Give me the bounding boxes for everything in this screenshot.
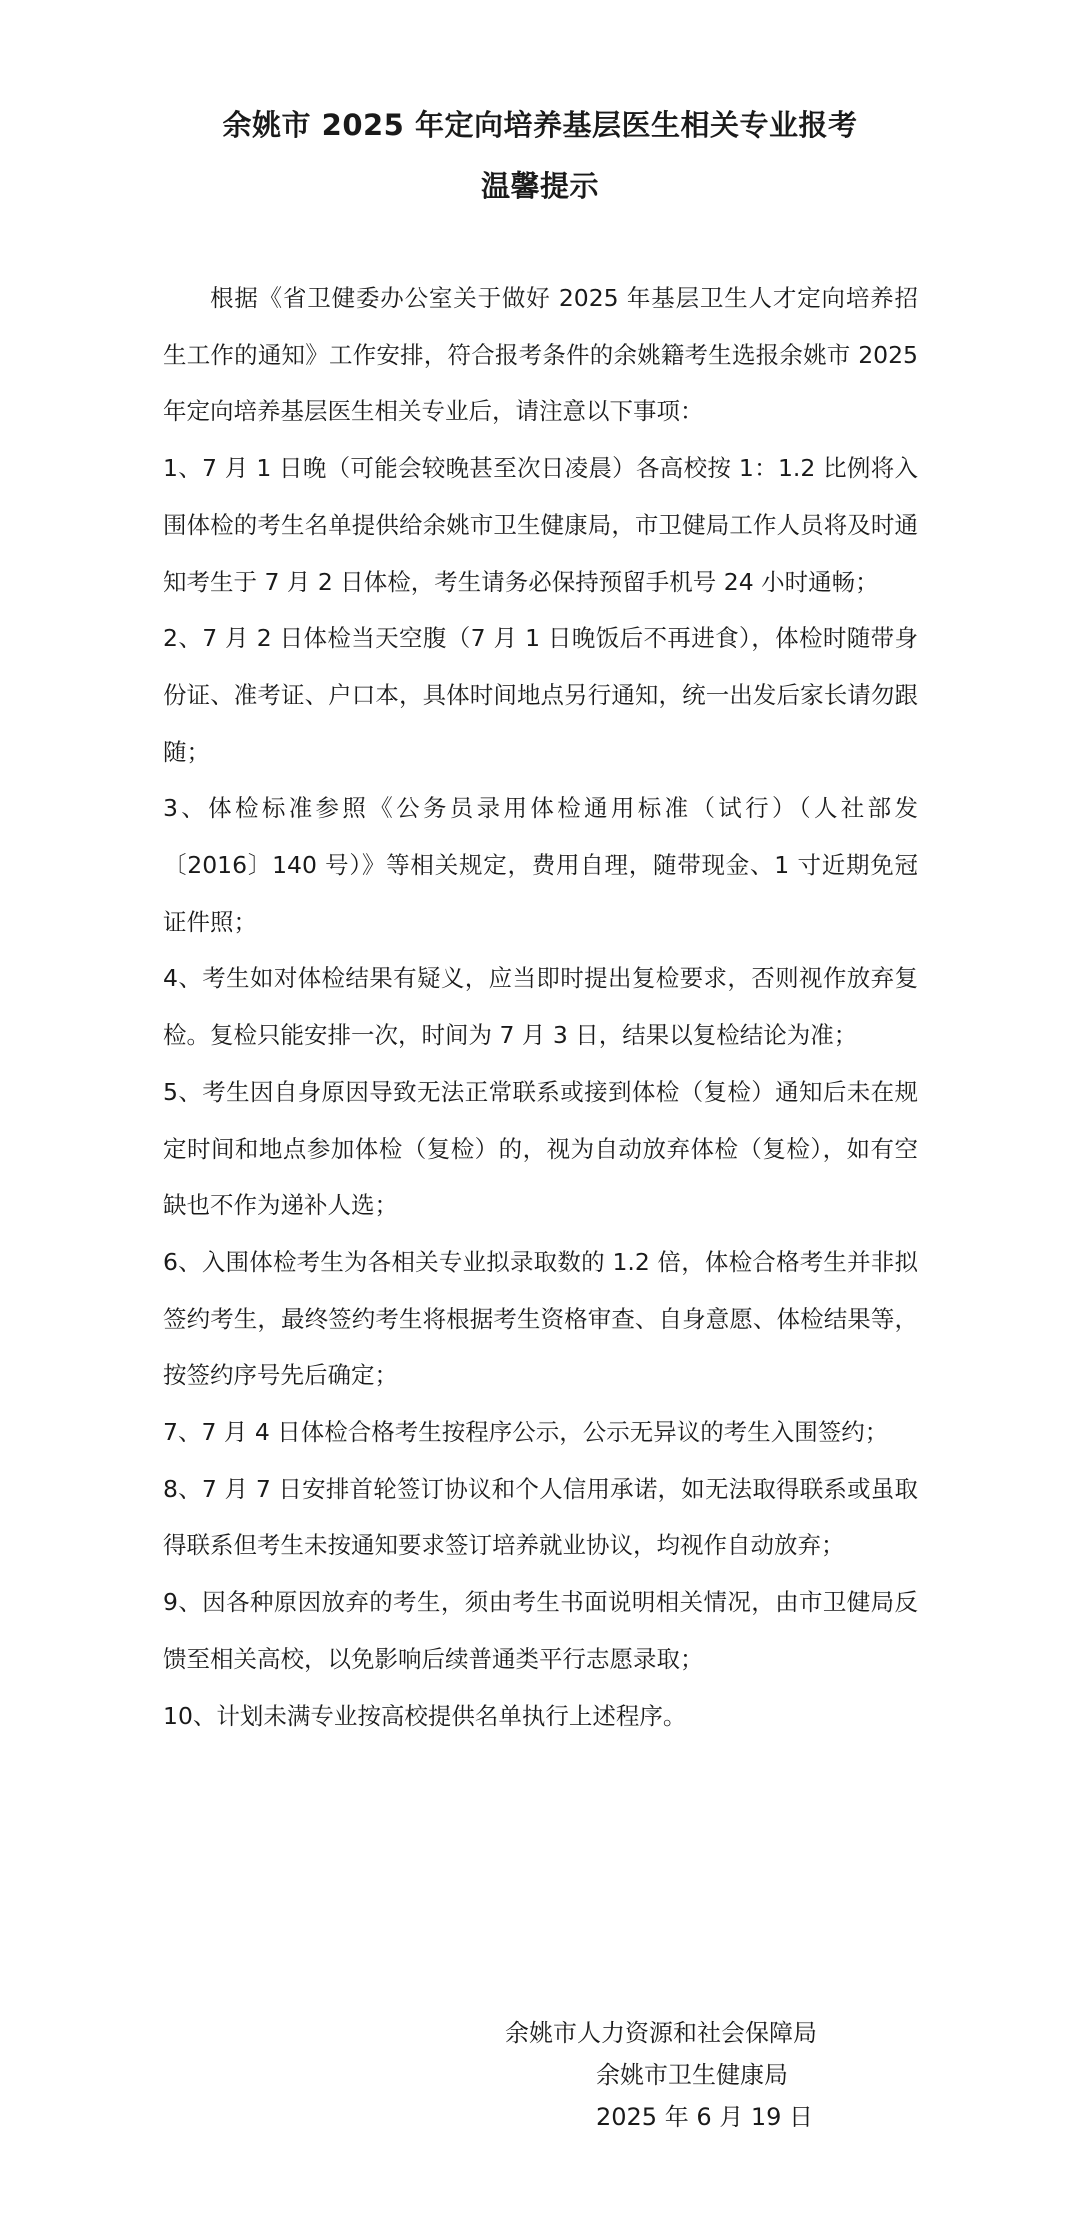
notice-item-6: 6、入围体检考生为各相关专业拟录取数的 1.2 倍，体检合格考生并非拟签约考生，最终签约考生将根据考生资格审查、自身意愿、体检结果等，按签约序号先后确定； <box>163 1247 918 1390</box>
notice-item-7: 7、7 月 4 日体检合格考生按程序公示，公示无异议的考生入围签约； <box>163 1418 889 1447</box>
notice-item-10: 10、计划未满专业按高校提供名单执行上述程序。 <box>163 1701 687 1730</box>
notice-item-5: 5、考生因自身原因导致无法正常联系或接到体检（复检）通知后未在规定时间和地点参加体检（复检）的，视为自动放弃体检（复检），如有空缺也不作为递补人选； <box>163 1077 918 1220</box>
signature-date: 2025 年 6 月 19 日 <box>596 2103 814 2131</box>
notice-item-1: 1、7 月 1 日晚（可能会较晚甚至次日凌晨）各高校按 1：1.2 比例将入围体检的考生名单提供给余姚市卫生健康局，市卫健局工作人员将及时通知考生于 7 月 2 日体检，考生请务必保持预留手机号 24 小时通畅； <box>163 454 918 596</box>
notice-item-3: 3、体检标准参照《公务员录用体检通用标准（试行）（人社部发〔2016〕140 号）》等相关规定，费用自理，随带现金、1 寸近期免冠证件照； <box>163 794 918 936</box>
notice-item-8: 8、7 月 7 日安排首轮签订协议和个人信用承诺，如无法取得联系或虽取得联系但考生未按通知要求签订培养就业协议，均视作自动放弃； <box>163 1474 918 1560</box>
signature-org-health: 余姚市卫生健康局 <box>596 2061 788 2089</box>
document-subtitle: 温馨提示 <box>480 169 599 203</box>
document-title: 余姚市 2025 年定向培养基层医生相关专业报考 <box>222 108 858 142</box>
notice-item-2: 2、7 月 2 日体检当天空腹（7 月 1 日晚饭后不再进食），体检时随带身份证、准考证、户口本，具体时间地点另行通知，统一出发后家长请勿跟随； <box>163 624 918 766</box>
document-body <box>163 270 918 1744</box>
signature-org-hr: 余姚市人力资源和社会保障局 <box>505 2019 817 2047</box>
notice-item-4: 4、考生如对体检结果有疑义，应当即时提出复检要求，否则视作放弃复检。复检只能安排一次，时间为 7 月 3 日，结果以复检结论为准； <box>163 964 918 1050</box>
intro-paragraph: 根据《省卫健委办公室关于做好 2025 年基层卫生人才定向培养招生工作的通知》工作安排，符合报考条件的余姚籍考生选报余姚市 2025 年定向培养基层医生相关专业后，请注意以下事项： <box>163 284 918 426</box>
notice-item-9: 9、因各种原因放弃的考生，须由考生书面说明相关情况，由市卫健局反馈至相关高校，以免影响后续普通类平行志愿录取； <box>163 1588 918 1673</box>
